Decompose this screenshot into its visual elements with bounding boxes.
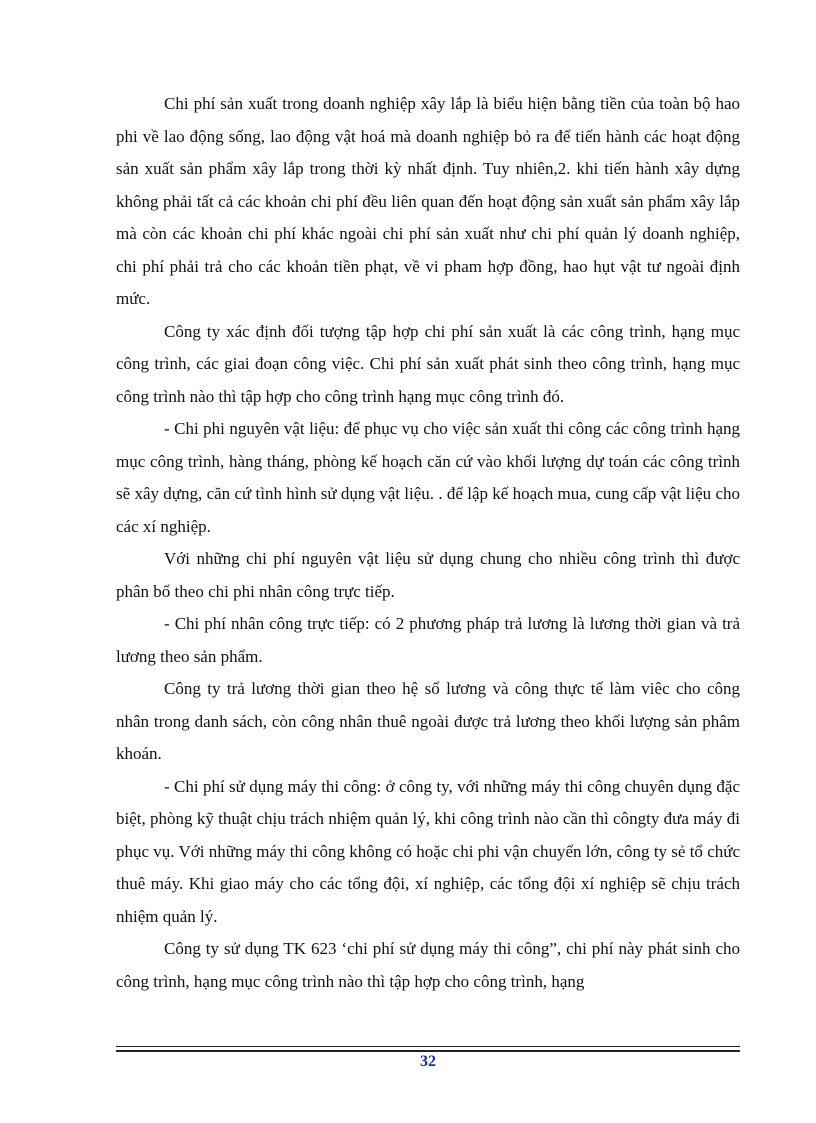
paragraph-material-cost: - Chi phi nguyên vật liệu: để phục vụ cho việc sản xuất thi công các công trình hạng mục công trình, hàng tháng, phòng kế hoạch căn cứ vào khối lượng dự toán các công trình sẽ xây dựng, căn cứ tình hình sử dụng vật liệu. . để lập kế hoạch mua, cung cấp vật liệu cho các xí nghiệp. xyxy=(116,419,740,536)
paragraph-direct-labor-cost: - Chi phí nhân công trực tiếp: có 2 phương pháp trả lương là lương thời gian và trả lương theo sản phẩm. xyxy=(116,614,740,666)
page-number: 32 xyxy=(420,1053,436,1070)
paragraph-time-wage: Công ty trả lương thời gian theo hệ số lương và công thực tế làm viêc cho công nhân trong danh sách, còn công nhân thuê ngoài được trả lương theo khối lượng sản phâm khoán. xyxy=(116,679,740,763)
paragraph-machine-cost: - Chi phí sử dụng máy thi công: ở công ty, với những máy thi công chuyên dụng đặc biệt, phòng kỹ thuật chịu trách nhiệm quản lý, khi công trình nào cần thì côngty đưa máy đi phục vụ. Với những máy thi công không có hoặc chi phi vận chuyển lớn, công ty sẻ tổ chức thuê máy. Khi giao máy cho các tổng đội, xí nghiệp, các tổng đội xí nghiệp sẽ chịu trách nhiệm quản lý. xyxy=(116,776,740,926)
paragraph-production-cost-definition: Chi phí sản xuất trong doanh nghiệp xây lắp là biểu hiện bằng tiền của toàn bộ hao phi về lao động sống, lao động vật hoá mà doanh nghiệp bỏ ra để tiến hành các hoạt động sản xuất sản phẩm xây lắp trong thời kỳ nhất định. Tuy nhiên,2. khi tiến hành xây dựng không phải tất cả các khoản chi phí đều liên quan đến hoạt động sản xuất sản phẩm xây lắp mà còn các khoản chi phí khác ngoài chi phí sản xuất như chi phí quản lý doanh nghiệp, chi phí phải trả cho các khoản tiền phạt, về vi pham hợp đồng, hao hụt vật tư ngoài định mức. xyxy=(116,94,740,308)
paragraph-cost-object: Công ty xác định đối tượng tập hợp chi phí sản xuất là các công trình, hạng mục công trình, các giai đoạn công việc. Chi phí sản xuất phát sinh theo công trình, hạng mục công trình nào thì tập hợp cho công trình hạng mục công trình đó. xyxy=(116,321,740,406)
paragraph-shared-material-allocation: Với những chi phí nguyên vật liệu sử dụng chung cho nhiều công trình thì được phân bổ theo chi phi nhân công trực tiếp. xyxy=(116,549,740,601)
paragraph-account-623: Công ty sử dụng TK 623 ‘chi phí sử dụng máy thi công”, chi phí này phát sinh cho công trình, hạng mục công trình nào thì tập hợp cho công trình, hạng xyxy=(116,939,740,991)
document-body xyxy=(116,88,740,998)
footer-rule-thin xyxy=(116,1046,740,1047)
